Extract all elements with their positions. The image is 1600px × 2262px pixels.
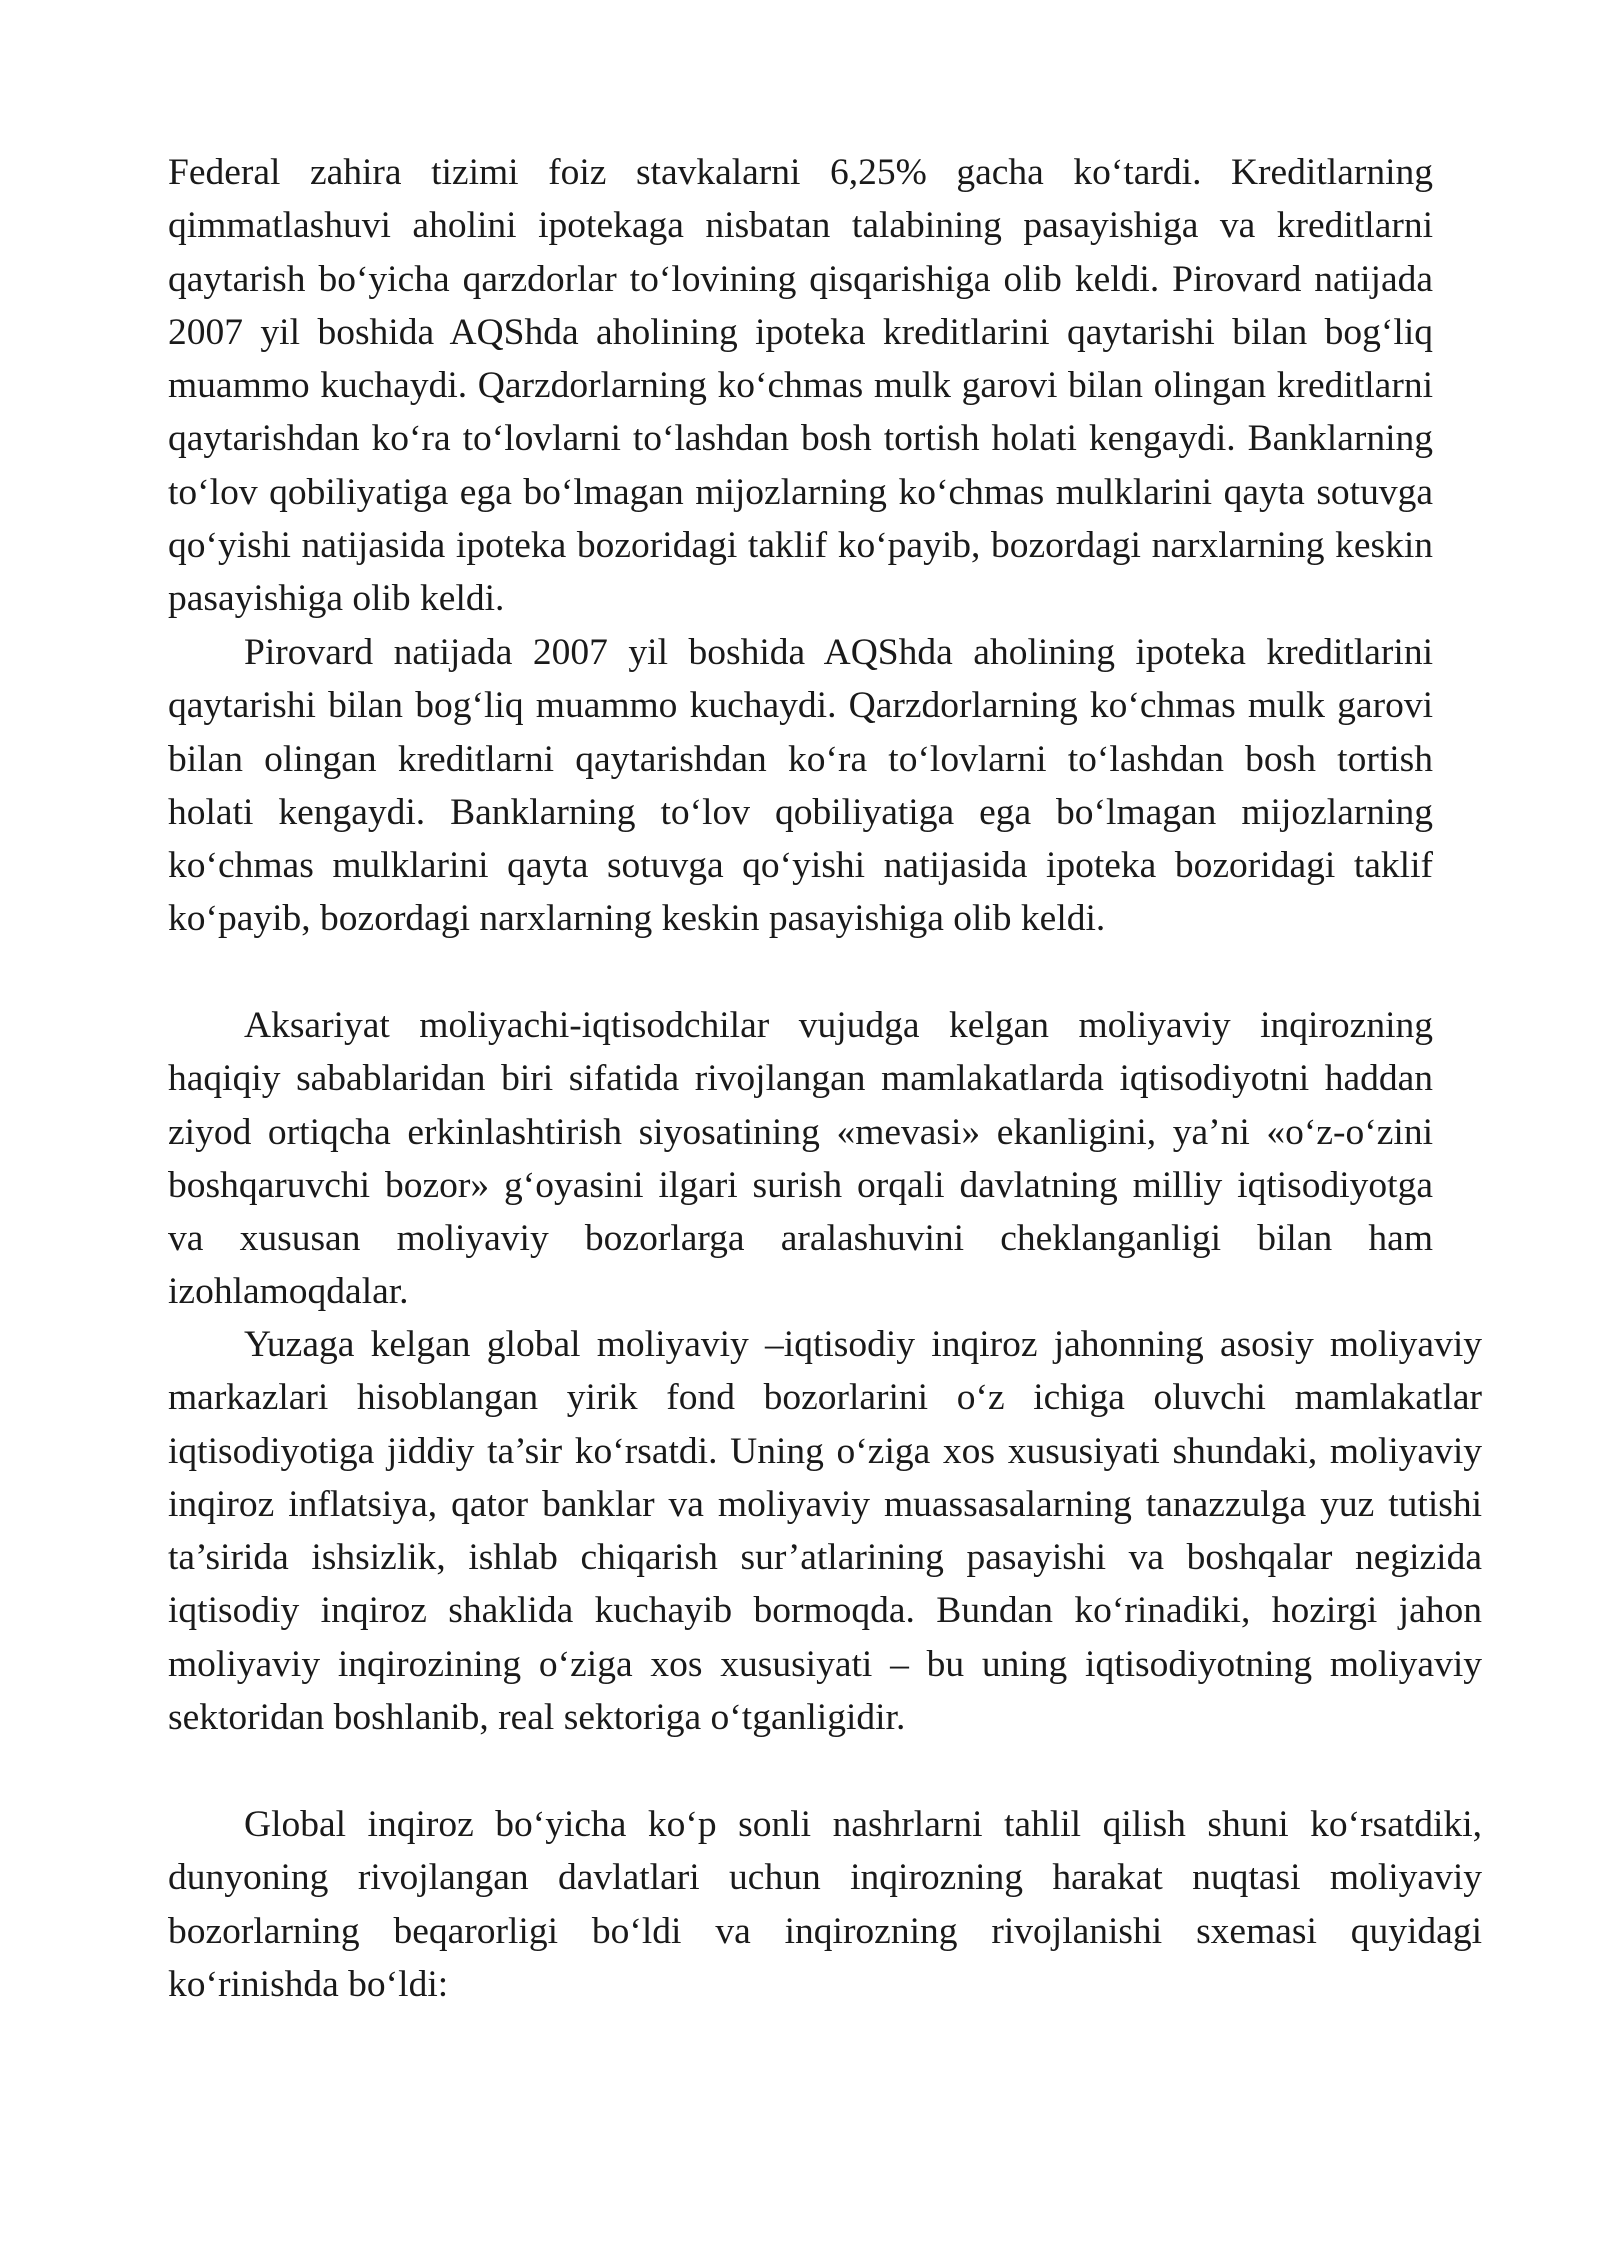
paragraph-4-text: Yuzaga kelgan global moliyaviy –iqtisodiy inqiroz jahonning asosiy moliyaviy markazlari hisoblangan yirik fond bozorlarini o‘z ichiga oluvchi mamlakatlar iqtisodiyotiga jiddiy ta’sir ko‘rsatdi. Uning o‘ziga xos xususiyati shundaki, moliyaviy inqiroz inflatsiya, qator banklar va moliyaviy muassasalarning tanazzulga yuz tutishi ta’sirida ishsizlik, ishlab chiqarish sur’atlarining pasayishi va boshqalar negizida iqtisodiy inqiroz shaklida kuchayib bormoqda. Bundan ko‘rinadiki, hozirgi jahon moliyaviy inqirozining o‘ziga xos xususiyati – bu uning iqtisodiyotning moliyaviy sektoridan boshlanib, real sektoriga o‘tganligidir. — [168, 1324, 1482, 1739]
paragraph-1-text: Federal zahira tizimi foiz stavkalarni 6,25% gacha ko‘tardi. Kreditlarning qimmatlashuvi aholini ipotekaga nisbatan talabining pasayishiga va kreditlarni qaytarish bo‘yicha qarzdorlar to‘lovining qisqarishiga olib keldi. Pirovard natijada 2007 yil boshida AQShda aholining ipoteka kreditlarini qaytarishi bilan bog‘liq muammo kuchaydi. Qarzdorlarning ko‘chmas mulk garovi bilan olingan kreditlarni qaytarishdan ko‘ra to‘lovlarni to‘lashdan bosh tortish holati kengaydi. Banklarning to‘lov qobiliyatiga ega bo‘lmagan mijozlarning ko‘chmas mulklarini qayta sotuvga qo‘yishi natijasida ipoteka bozoridagi taklif ko‘payib, bozordagi narxlarning keskin pasayishiga olib keldi. — [168, 152, 1433, 620]
paragraph-3 — [168, 999, 1433, 1319]
paragraph-2 — [168, 626, 1433, 946]
paragraph-3-text: Aksariyat moliyachi-iqtisodchilar vujudga kelgan moliyaviy inqirozning haqiqiy sabablaridan biri sifatida rivojlangan mamlakatlarda iqtisodiyotni haddan ziyod ortiqcha erkinlashtirish siyosatining «mevasi» ekanligini, ya’ni «o‘z-o‘zini boshqaruvchi bozor» g‘oyasini ilgari surish orqali davlatning milliy iqtisodiyotga va xususan moliyaviy bozorlarga aralashuvini cheklanganligi bilan ham izohlamoqdalar. — [168, 1005, 1433, 1313]
paragraph-4 — [168, 1318, 1482, 1744]
paragraph-1 — [168, 146, 1433, 626]
paragraph-5-text: Global inqiroz bo‘yicha ko‘p sonli nashrlarni tahlil qilish shuni ko‘rsatdiki, dunyoning rivojlangan davlatlari uchun inqirozning harakat nuqtasi moliyaviy bozorlarning beqarorligi bo‘ldi va inqirozning rivojlanishi sxemasi quyidagi ko‘rinishda bo‘ldi: — [168, 1804, 1482, 2005]
paragraph-5 — [168, 1798, 1482, 2011]
paragraph-2-text: Pirovard natijada 2007 yil boshida AQShda aholining ipoteka kreditlarini qaytarishi bilan bog‘liq muammo kuchaydi. Qarzdorlarning ko‘chmas mulk garovi bilan olingan kreditlarni qaytarishdan ko‘ra to‘lovlarni to‘lashdan bosh tortish holati kengaydi. Banklarning to‘lov qobiliyatiga ega bo‘lmagan mijozlarning ko‘chmas mulklarini qayta sotuvga qo‘yishi natijasida ipoteka bozoridagi taklif ko‘payib, bozordagi narxlarning keskin pasayishiga olib keldi. — [168, 632, 1433, 940]
